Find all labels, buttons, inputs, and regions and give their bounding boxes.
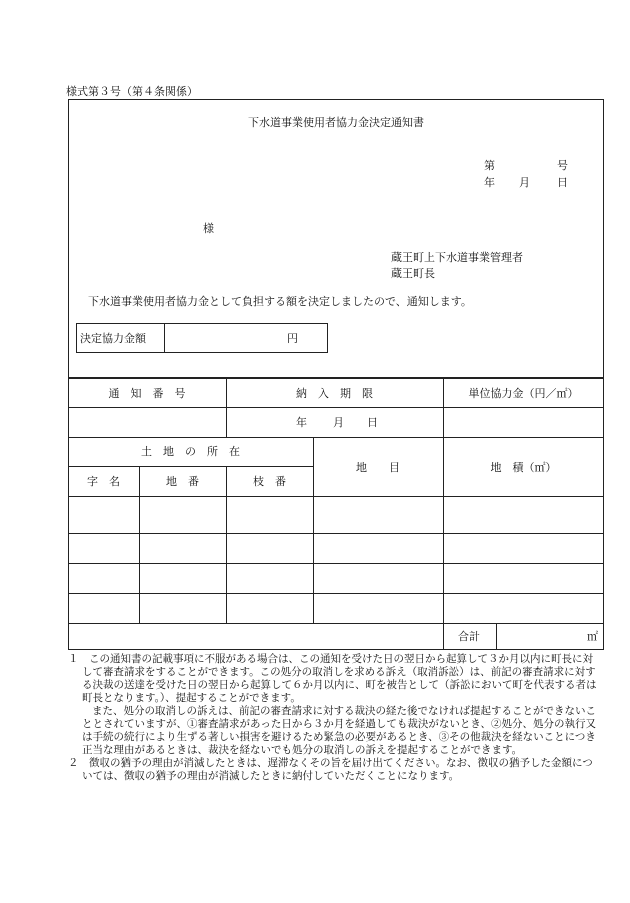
total-unit: ㎡ [587,630,598,643]
header-land-category: 地 目 [356,461,400,474]
header-aza: 字 名 [87,475,120,488]
header-land-area: 地 積（㎡） [490,461,557,474]
date-year: 年 [484,176,495,189]
number-go: 号 [557,159,568,172]
number-dai: 第 [484,159,495,172]
amount-label: 決定協力金額 [80,332,146,345]
total-label: 合計 [458,630,480,643]
note-2: ２ 徴収の猶予の理由が消滅したときは、遅滞なくその旨を届け出てください。なお、徴収の猶予した金額については、徴収の猶予の理由が消滅したときに納付していただくことになります。 [68,757,593,782]
due-year: 年 [296,416,307,429]
header-land-location: 土 地 の 所 在 [141,445,240,458]
header-notice-number: 通 知 番 号 [108,387,186,400]
note-1: １ この通知書の記載事項に不服がある場合は、この通知を受けた日の翌日から起算して３か月以内に町長に対して審査請求をすることができます。この処分の取消しを求める訴え（取消訴訟）は、前記の審査請求に対する決裁の送達を受けた日の翌日から起算して６か月以内に、町を被告として（訴訟において町を代表する者は町長となります。）、提起することができます。 [68,653,597,704]
note-1-continued: また、処分の取消しの訴えは、前記の審査請求に対する裁決の経た後でなければ提起することができないこととされていますが、①審査請求があった日から３か月を経過しても裁決がないとき、②処分、処分の執行又は手続の続行により生ずる著しい損害を避けるため緊急の必要があるとき、③その他裁決を経ないことにつき正当な理由があるときは、裁決を経ないでも処分の取消しの訴えを提起することができます。 [82,705,596,756]
notes [68,653,602,783]
header-due-date: 納 入 期 限 [296,387,373,400]
amount-unit: 円 [287,332,298,345]
date-month: 月 [519,176,530,189]
header-edaban: 枝 番 [253,475,286,488]
due-month: 月 [333,416,344,429]
header-chiban: 地 番 [166,475,199,488]
issuer-line2: 蔵王町長 [391,267,435,280]
document-title: 下水道事業使用者協力金決定通知書 [248,116,424,129]
header-unit-rate: 単位協力金（円／㎡） [468,387,579,400]
body-text: 下水道事業使用者協力金として負担する額を決定しましたので、通知します。 [88,295,472,308]
issuer-line1: 蔵王町上下水道事業管理者 [391,251,523,264]
due-day: 日 [367,416,378,429]
date-day: 日 [557,176,568,189]
addressee-suffix: 様 [203,222,214,235]
form-label: 様式第３号（第４条関係） [66,85,198,98]
